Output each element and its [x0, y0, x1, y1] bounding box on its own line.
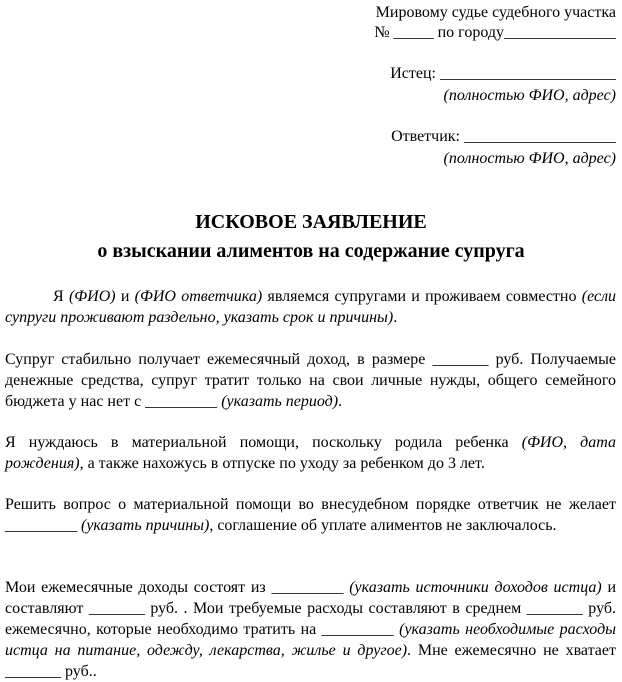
- defendant-line: [391, 127, 616, 147]
- p5-text-2: и составляют _______ руб. . Мои требуемые расходы составляют в среднем _______ руб. ежемесячно, которые необходимо тратить на _________: [5, 579, 617, 638]
- p3-italic-1: (ФИО, дата рождения): [5, 434, 616, 472]
- document-title: ИСКОВОЕ ЗАЯВЛЕНИЕ: [195, 211, 427, 233]
- p3-text-1: Я нуждаюсь в материальной помощи, поскольку родила ребенка: [5, 434, 522, 451]
- p1-italic-2: (ФИО ответчика): [134, 288, 263, 305]
- city-label: по городу: [437, 24, 504, 41]
- paragraph-need: [5, 432, 616, 474]
- plaintiff-hint: (полностью ФИО, адрес): [443, 87, 616, 104]
- p5-italic-1: (указать источники доходов истца): [349, 579, 602, 596]
- p5-text-1: Мои ежемесячные доходы состоят из _________: [5, 579, 350, 596]
- p1-italic-3: (если супруги проживают раздельно, указать срок и причины): [5, 288, 617, 326]
- p4-text-2: , соглашение об уплате алиментов не заключалось.: [209, 517, 557, 534]
- p5-text-3: . Мне ежемесячно не хватает _______ руб..: [5, 642, 616, 680]
- p1-text-3: являемся супругами и проживаем совместно: [262, 288, 582, 305]
- p3-text-2: , а также нахожусь в отпуске по уходу за ребенком до 3 лет.: [79, 455, 485, 472]
- p1-text-4: .: [393, 309, 398, 326]
- court-number-line: [374, 23, 616, 43]
- p1-text-2: и: [115, 288, 135, 305]
- blank-city: ______________: [504, 24, 616, 41]
- plaintiff-label: Истец:: [390, 65, 436, 82]
- blank-plaintiff: ______________________: [440, 65, 616, 82]
- document-subtitle: о взыскании алиментов на содержание супруга: [97, 240, 525, 262]
- number-sign: №: [374, 24, 390, 41]
- p2-text-1: Супруг стабильно получает ежемесячный доход, в размере _______ руб. Получаемые денежные средства, супруг тратит только на свои личные нужды, общего семейного бюджета у нас нет с _________: [5, 351, 616, 410]
- paragraph-spouses: [5, 286, 616, 328]
- paragraph-income: [5, 349, 616, 412]
- plaintiff-line: [390, 64, 616, 84]
- defendant-label: Ответчик:: [391, 128, 460, 145]
- court-addressee-line: Мировому судье судебного участка: [375, 4, 616, 21]
- p2-italic-1: (указать период): [221, 393, 339, 410]
- paragraph-expenses: [5, 577, 616, 682]
- paragraph-refusal: [5, 494, 616, 536]
- p5-italic-2: (указать необходимые расходы истца на питание, одежду, лекарства, жилье и другое): [5, 621, 616, 659]
- blank-defendant: ___________________: [464, 128, 616, 145]
- p1-text-1: Я: [53, 288, 69, 305]
- p4-italic-1: (указать причины): [81, 517, 210, 534]
- blank-court-number: _____: [393, 24, 434, 41]
- p1-italic-1: (ФИО): [68, 288, 116, 305]
- p2-text-2: .: [338, 393, 343, 410]
- defendant-hint: (полностью ФИО, адрес): [443, 150, 616, 167]
- p4-text-1: Решить вопрос о материальной помощи во внесудебном порядке ответчик не желает _________: [5, 496, 616, 534]
